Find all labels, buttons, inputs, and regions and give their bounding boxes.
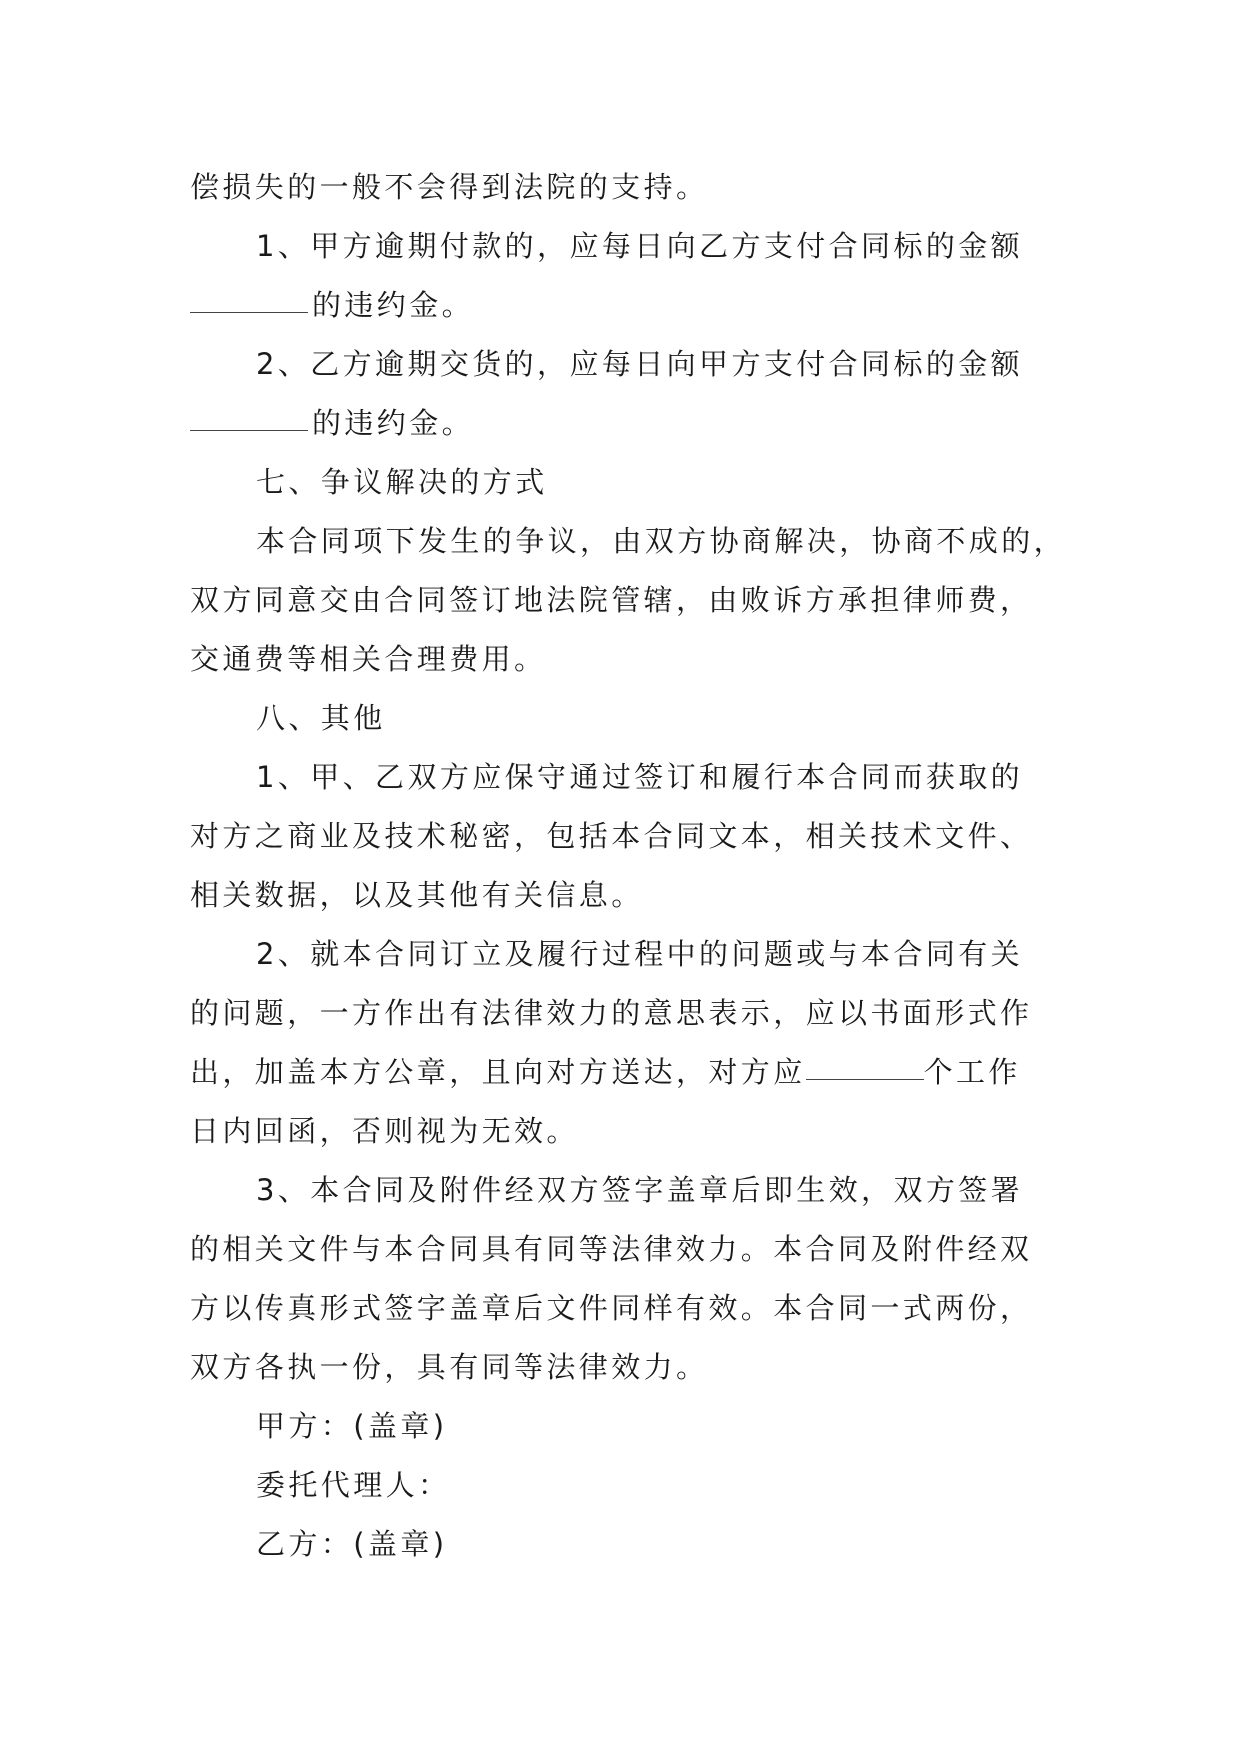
section-heading-dispute: 七、争议解决的方式 bbox=[256, 465, 548, 499]
clause-effectiveness: 3、本合同及附件经双方签字盖章后即生效，双方签署 bbox=[256, 1173, 1024, 1207]
text-line: 双方同意交由合同签订地法院管辖，由败诉方承担律师费， bbox=[190, 583, 1033, 617]
text-span: 的违约金。 bbox=[312, 288, 475, 322]
text-line: 相关数据，以及其他有关信息。 bbox=[190, 878, 644, 912]
clause-notice: 2、就本合同订立及履行过程中的问题或与本合同有关 bbox=[256, 937, 1024, 971]
text-line bbox=[190, 1043, 1070, 1102]
text-line: 偿损失的一般不会得到法院的支持。 bbox=[190, 170, 709, 204]
text-span: 出，加盖本方公章，且向对方送达，对方应 bbox=[190, 1055, 806, 1089]
text-line: 交通费等相关合理费用。 bbox=[190, 642, 547, 676]
text-line: 本合同项下发生的争议，由双方协商解决，协商不成的， bbox=[256, 524, 1067, 558]
section-heading-other: 八、其他 bbox=[256, 701, 386, 735]
text-line: 双方各执一份，具有同等法律效力。 bbox=[190, 1350, 709, 1384]
text-line: 的相关文件与本合同具有同等法律效力。本合同及附件经双 bbox=[190, 1232, 1033, 1266]
signature-party-b: 乙方：(盖章) bbox=[256, 1527, 448, 1561]
text-line: 日内回函，否则视为无效。 bbox=[190, 1114, 579, 1148]
document-page bbox=[190, 158, 1070, 1574]
fill-blank bbox=[190, 311, 308, 313]
signature-agent: 委托代理人： bbox=[256, 1468, 451, 1502]
text-line bbox=[190, 276, 1070, 335]
fill-blank bbox=[806, 1078, 924, 1080]
text-line bbox=[190, 394, 1070, 453]
clause-confidentiality: 1、甲、乙双方应保守通过签订和履行本合同而获取的 bbox=[256, 760, 1024, 794]
text-line: 对方之商业及技术秘密，包括本合同文本，相关技术文件、 bbox=[190, 819, 1033, 853]
fill-blank bbox=[190, 429, 308, 431]
text-span: 个工作 bbox=[923, 1055, 1021, 1089]
text-line: 的问题，一方作出有法律效力的意思表示，应以书面形式作 bbox=[190, 996, 1033, 1030]
clause-late-payment: 1、甲方逾期付款的，应每日向乙方支付合同标的金额 bbox=[256, 229, 1024, 263]
clause-late-delivery: 2、乙方逾期交货的，应每日向甲方支付合同标的金额 bbox=[256, 347, 1024, 381]
signature-party-a: 甲方：(盖章) bbox=[256, 1409, 448, 1443]
text-line: 方以传真形式签字盖章后文件同样有效。本合同一式两份， bbox=[190, 1291, 1033, 1325]
text-span: 的违约金。 bbox=[312, 406, 475, 440]
